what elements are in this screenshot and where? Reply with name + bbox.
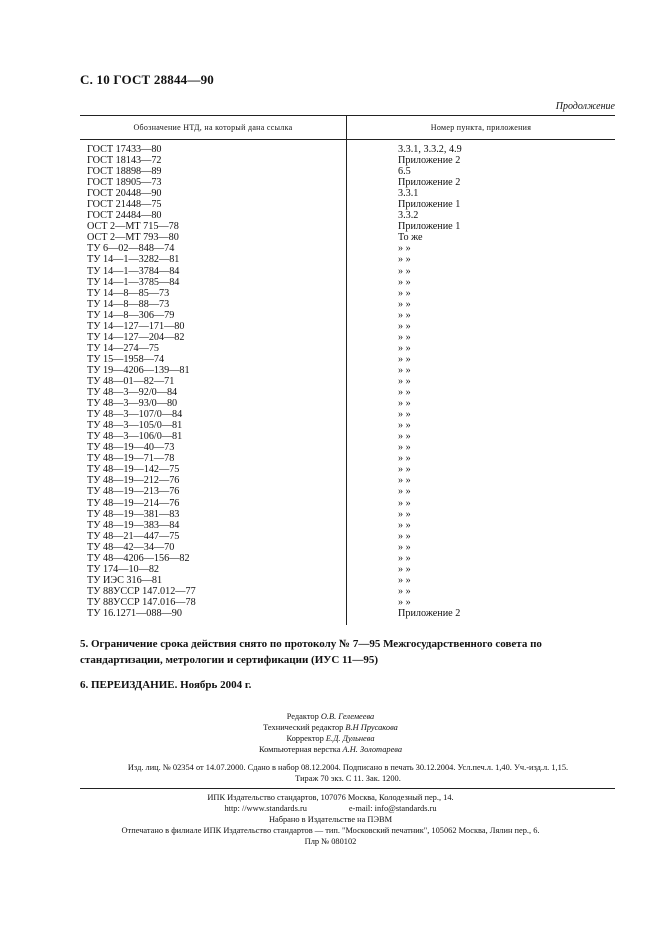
credit-line	[0, 711, 661, 722]
table-row-document: ОСТ 2—МТ 715—78	[87, 221, 179, 233]
table-row-reference: » »	[398, 254, 411, 266]
credit-line	[0, 744, 661, 755]
table-row-document: ТУ 14—1—3785—84	[87, 276, 180, 288]
table-row-document: ТУ 48—3—107/0—84	[87, 409, 183, 421]
table-row-reference: » »	[398, 276, 411, 288]
table-row-document: ТУ 16.1271—088—90	[87, 607, 182, 619]
table-row-reference: Приложение 1	[398, 199, 461, 211]
table-row-document: ТУ ИЭС 316—81	[87, 574, 163, 586]
imprint-top-rule	[80, 788, 615, 789]
imprint-line-1: ИПК Издательство стандартов, 107076 Москва, Колодезный пер., 14.	[207, 793, 454, 802]
table-row-document: ТУ 6—02—848—74	[87, 243, 175, 255]
column-header-reference: Номер пункта, приложения	[430, 123, 532, 132]
table-top-rule	[80, 115, 615, 116]
table-row-document: ТУ 48—3—105/0—81	[87, 420, 183, 432]
table-row-reference: » »	[398, 431, 411, 443]
table-row-reference: 3.3.1	[398, 188, 419, 200]
table-row-reference: » »	[398, 331, 411, 343]
table-row-document: ТУ 14—8—85—73	[87, 287, 170, 299]
table-row-document: ТУ 48—21—447—75	[87, 530, 180, 542]
credit-name: В.Н Прусакова	[345, 723, 398, 732]
table-row-reference: » »	[398, 320, 411, 332]
table-row-document: ТУ 48—01—82—71	[87, 375, 175, 387]
table-row-document: ГОСТ 18143—72	[87, 155, 162, 167]
credit-line	[0, 733, 661, 744]
column-header-document: Обозначение НТД, на который дана ссылка	[133, 123, 293, 132]
table-row-document: ТУ 48—19—71—78	[87, 453, 175, 465]
table-row-document: ТУ 48—19—142—75	[87, 464, 180, 476]
table-row-document: ГОСТ 21448—75	[87, 199, 162, 211]
table-row-reference: » »	[398, 309, 411, 321]
table-row-document: ТУ 48—19—40—73	[87, 442, 175, 454]
table-row-reference: » »	[398, 563, 411, 575]
table-row-reference: » »	[398, 398, 411, 410]
table-row-reference: » »	[398, 409, 411, 421]
table-row-document: ТУ 48—19—214—76	[87, 497, 180, 509]
imprint-line-3: Набрано в Издательстве на ПЭВМ	[268, 815, 393, 824]
table-row-reference: » »	[398, 420, 411, 432]
credit-line	[0, 722, 661, 733]
table-row-reference: » »	[398, 552, 411, 564]
imprint-line-5: Плр № 080102	[304, 837, 357, 846]
table-row-document: ТУ 48—19—212—76	[87, 475, 180, 487]
table-row-document: ТУ 14—8—306—79	[87, 309, 175, 321]
table-row-document: ТУ 48—3—106/0—81	[87, 431, 183, 443]
table-row-document: ТУ 48—42—34—70	[87, 541, 175, 553]
credit-role: Корректор	[286, 734, 324, 743]
table-row-reference: » »	[398, 243, 411, 255]
reference-column	[398, 144, 462, 619]
table-row-document: ГОСТ 24484—80	[87, 210, 162, 222]
credit-role: Технический редактор	[263, 723, 344, 732]
table-row-document: ТУ 15—1958—74	[87, 353, 165, 365]
table-row-document: ТУ 14—127—204—82	[87, 331, 185, 343]
table-row-reference: » »	[398, 486, 411, 498]
credit-role: Редактор	[286, 712, 319, 721]
table-row-reference: » »	[398, 530, 411, 542]
table-row-document: ТУ 48—3—92/0—84	[87, 387, 178, 399]
table-row-reference: То же	[398, 232, 423, 244]
table-row-reference: » »	[398, 287, 411, 299]
table-row-reference: 6.5	[398, 166, 411, 178]
table-row-document: ТУ 174—10—82	[87, 563, 160, 575]
table-row-reference: » »	[398, 574, 411, 586]
document-column	[87, 144, 196, 619]
table-row-reference: 3.3.1, 3.3.2, 4.9	[398, 144, 462, 155]
credit-role: Компьютерная верстка	[258, 745, 341, 754]
credit-name: О.В. Гелемеева	[320, 712, 375, 721]
publication-line-2: Тираж 70 экз. С 11. Зак. 1200.	[295, 774, 401, 783]
table-row-document: ТУ 14—1—3784—84	[87, 265, 180, 277]
table-row-reference: » »	[398, 497, 411, 509]
table-row-reference: » »	[398, 298, 411, 310]
table-row-reference: » »	[398, 519, 411, 531]
credit-name: А.Н. Золотарева	[342, 745, 403, 754]
credits-block	[0, 711, 661, 755]
note-item-6: 6. ПЕРЕИЗДАНИЕ. Ноябрь 2004 г.	[80, 679, 252, 691]
table-row-reference: » »	[398, 375, 411, 387]
table-row-reference: » »	[398, 387, 411, 399]
table-row-reference: » »	[398, 475, 411, 487]
table-row-document: ОСТ 2—МТ 793—80	[87, 232, 179, 244]
note-item-5: 5. Ограничение срока действия снято по протоколу № 7—95 Межгосударственного совета по стандартизации, метрологии и сертификации (ИУС 11—95)	[80, 638, 542, 666]
table-row-document: ГОСТ 18905—73	[87, 177, 162, 189]
table-row-document: ТУ 88УССР 147.012—77	[87, 585, 196, 597]
table-row-reference: » »	[398, 342, 411, 354]
table-row-reference: » »	[398, 353, 411, 365]
table-row-document: ТУ 48—19—213—76	[87, 486, 180, 498]
table-row-reference: » »	[398, 442, 411, 454]
table-row-document: ТУ 88УССР 147.016—78	[87, 596, 196, 608]
table-row-reference: Приложение 2	[398, 155, 461, 167]
table-row-reference: » »	[398, 265, 411, 277]
table-row-document: ТУ 48—19—383—84	[87, 519, 180, 531]
table-row-reference: » »	[398, 508, 411, 520]
table-row-reference: » »	[398, 364, 411, 376]
continuation-label: Продолжение	[555, 101, 615, 112]
table-row-reference: Приложение 2	[398, 607, 461, 619]
table-row-reference: » »	[398, 464, 411, 476]
table-row-document: ГОСТ 18898—89	[87, 166, 162, 178]
table-row-reference: » »	[398, 541, 411, 553]
table-row-document: ГОСТ 17433—80	[87, 144, 162, 155]
page-header-title: С. 10 ГОСТ 28844—90	[80, 72, 214, 87]
imprint-line-2: http: //www.standards.ru e-mail: info@standards.ru	[224, 804, 437, 813]
publication-line-1: Изд. лиц. № 02354 от 14.07.2000. Сдано в набор 08.12.2004. Подписано в печать 30.12.2004. Усл.печ.л. 1,40. Уч.-изд.л. 1,15.	[127, 763, 569, 772]
table-row-document: ТУ 14—8—88—73	[87, 298, 170, 310]
table-row-reference: » »	[398, 596, 411, 608]
table-column-divider	[346, 115, 347, 625]
table-row-document: ТУ 48—3—93/0—80	[87, 398, 178, 410]
imprint-line-4: Отпечатано в филиале ИПК Издательство стандартов — тип. "Московский печатник", 105062 Москва, Лялин пер., 6.	[121, 826, 540, 835]
credit-name: Е.Д. Дульнева	[325, 734, 375, 743]
table-row-document: ТУ 48—19—381—83	[87, 508, 180, 520]
table-header-rule	[80, 139, 615, 140]
table-row-document: ТУ 14—127—171—80	[87, 320, 185, 332]
table-row-document: ГОСТ 20448—90	[87, 188, 162, 200]
table-row-reference: Приложение 1	[398, 221, 461, 233]
table-row-document: ТУ 14—1—3282—81	[87, 254, 180, 266]
table-row-document: ТУ 14—274—75	[87, 342, 160, 354]
table-row-reference: Приложение 2	[398, 177, 461, 189]
table-row-reference: » »	[398, 453, 411, 465]
table-row-reference: 3.3.2	[398, 210, 419, 222]
table-row-document: ТУ 19—4206—139—81	[87, 364, 190, 376]
table-row-document: ТУ 48—4206—156—82	[87, 552, 190, 564]
table-row-reference: » »	[398, 585, 411, 597]
